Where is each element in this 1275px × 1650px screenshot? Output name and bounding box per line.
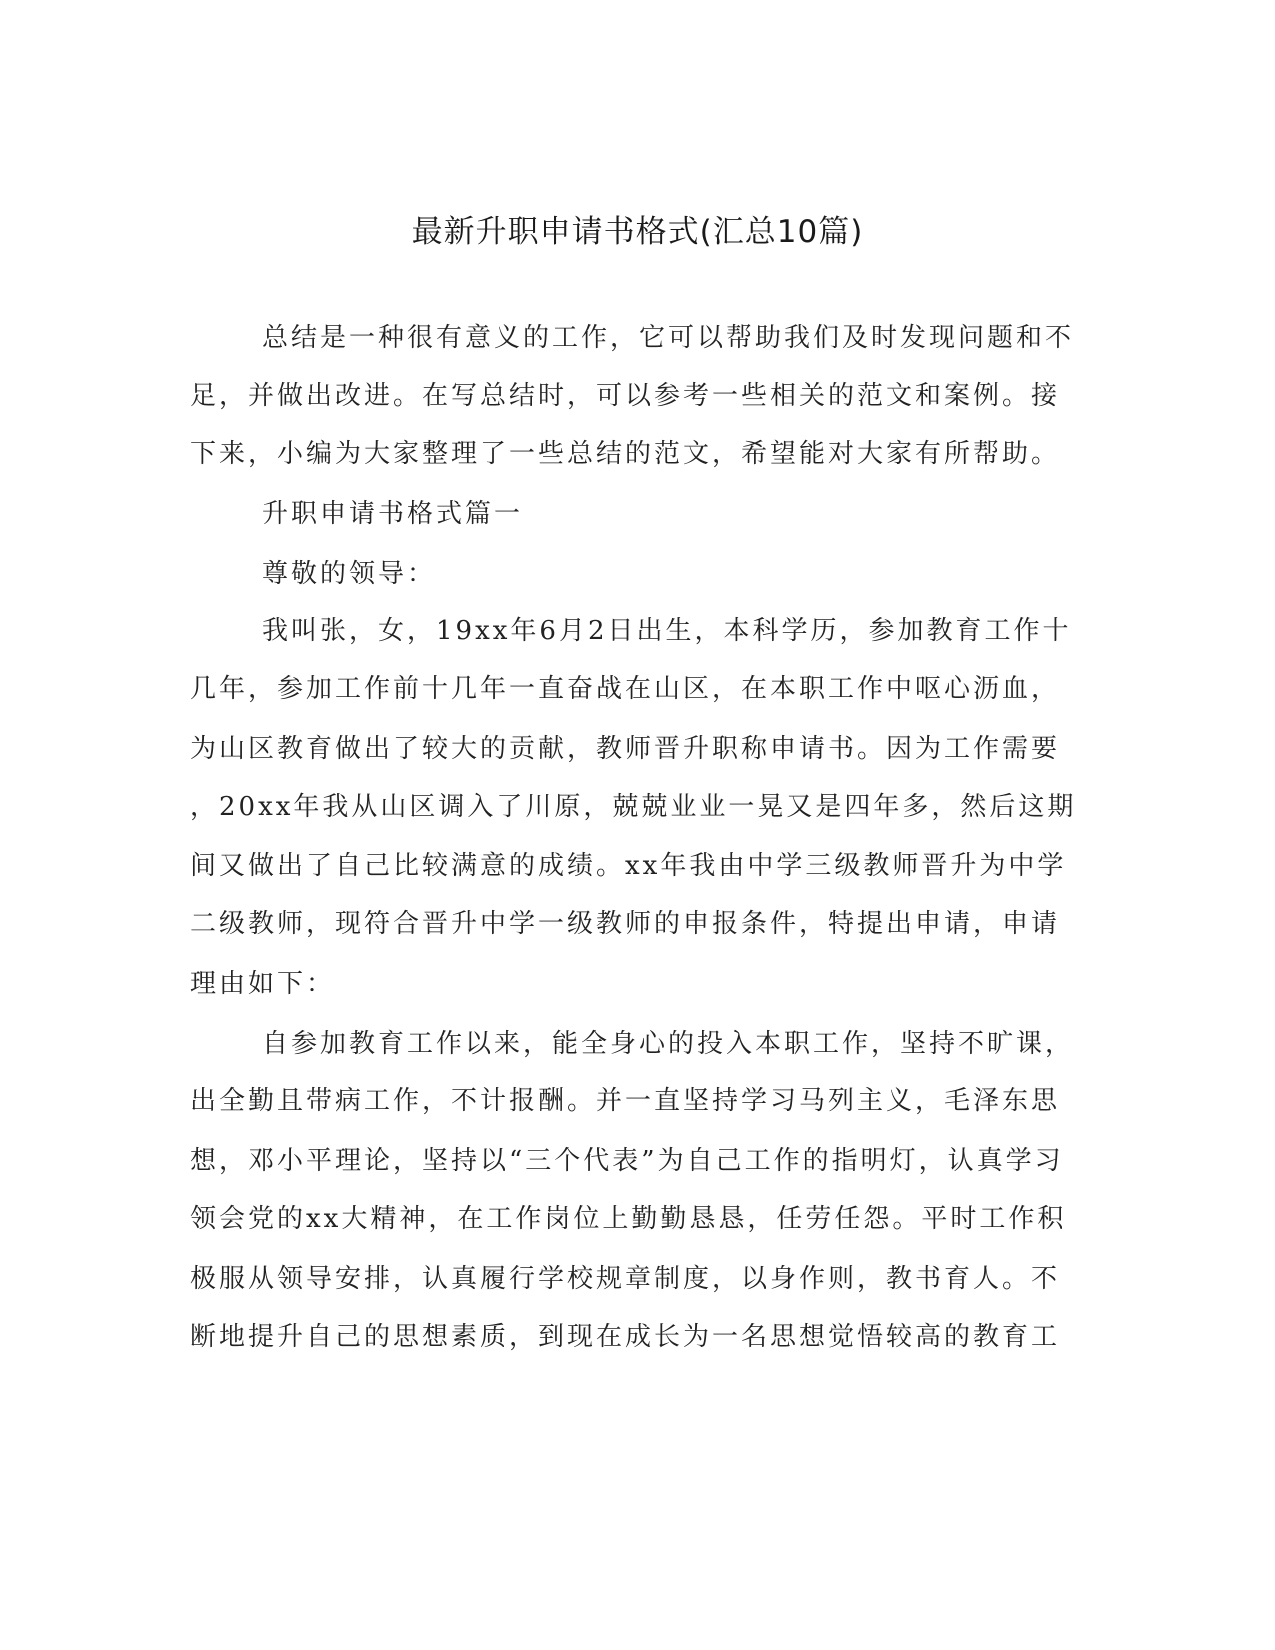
paragraph-line: 极服从领导安排，认真履行学校规章制度，以身作则，教书育人。不 xyxy=(190,1264,1061,1294)
document-title: 最新升职申请书格式(汇总10篇) xyxy=(411,214,864,250)
paragraph-line: 二级教师，现符合晋升中学一级教师的申报条件，特提出申请，申请 xyxy=(190,909,1061,939)
paragraph-line: 理由如下： xyxy=(190,969,336,999)
paragraph-line: 下来，小编为大家整理了一些总结的范文，希望能对大家有所帮助。 xyxy=(190,439,1061,469)
paragraph-line: 间又做出了自己比较满意的成绩。xx年我由中学三级教师晋升为中学 xyxy=(190,851,1067,881)
paragraph-line: 出全勤且带病工作，不计报酬。并一直坚持学习马列主义，毛泽东思 xyxy=(190,1086,1061,1116)
paragraph-line: 断地提升自己的思想素质，到现在成长为一名思想觉悟较高的教育工 xyxy=(190,1322,1061,1352)
paragraph-line: ，20xx年我从山区调入了川原，兢兢业业一晃又是四年多，然后这期 xyxy=(190,792,1077,822)
paragraph-line: 总结是一种很有意义的工作，它可以帮助我们及时发现问题和不 xyxy=(262,323,1075,353)
paragraph-line: 领会党的xx大精神，在工作岗位上勤勤恳恳，任劳任怨。平时工作积 xyxy=(190,1204,1067,1234)
paragraph-line: 想，邓小平理论，坚持以“三个代表”为自己工作的指明灯，认真学习 xyxy=(190,1146,1064,1176)
paragraph-line: 足，并做出改进。在写总结时，可以参考一些相关的范文和案例。接 xyxy=(190,381,1061,411)
section-heading: 升职申请书格式篇一 xyxy=(262,499,524,529)
paragraph-line: 我叫张，女，19xx年6月2日出生，本科学历，参加教育工作十 xyxy=(262,616,1072,646)
salutation: 尊敬的领导： xyxy=(262,559,437,589)
paragraph-line: 自参加教育工作以来，能全身心的投入本职工作，坚持不旷课， xyxy=(262,1029,1075,1059)
paragraph-line: 几年，参加工作前十几年一直奋战在山区，在本职工作中呕心沥血， xyxy=(190,674,1061,704)
paragraph-line: 为山区教育做出了较大的贡献，教师晋升职称申请书。因为工作需要 xyxy=(190,734,1061,764)
